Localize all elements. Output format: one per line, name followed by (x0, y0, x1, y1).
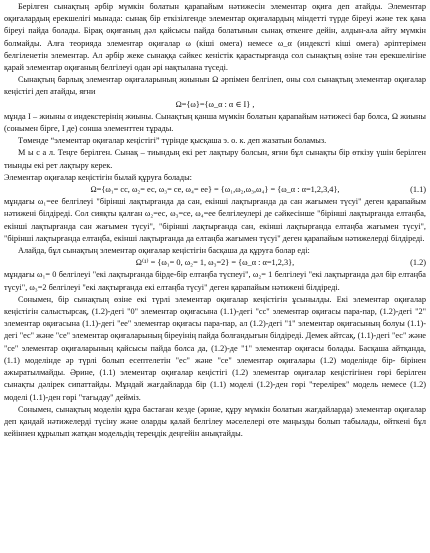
paragraph-event-space: Сынақтың барлық элементар оқиғаларының жиынын Ω әрпімен белгілеп, оны сол сынақтың элементар оқиғалар кеңістігі деп атайды, яғни (4, 75, 426, 97)
formula-1-2-text: Ω⁽¹⁾ = {ω₁= 0, ω₂= 1, ω₃=2} = {ω_α : α=1,2,3}, (135, 258, 295, 268)
paragraph-outcomes-1-2: мұндағы ω₁= 0 белгілеуі "екі лақтырғанда бірде-бір елтаңба түспеуі", ω₂= 1 белгілеуі "екі лақтырғанда дәл бір елтаңба түсуі", ω₃=2 белгілеуі "екі лақтырғанда екі елтаңба түсуі" деген қарапайым нәтижені білдіреді. (4, 270, 426, 292)
document-page (4, 1, 426, 440)
formula-omega-set-text: Ω={ω}={ω_α : α ∈ I} , (175, 99, 255, 109)
paragraph-construct-space: Элементар оқиғалар кеңістігін былай құруға болады: (4, 172, 192, 182)
paragraph-elementary-events: Берілген сынақтың әрбір мүмкін болатын қарапайым нәтижесін элементар оқиға деп атайды. Элементар оқиғалардың ерекшелігі мынада: сынақ бір еткізілгенде элементар оқиғалардың міндетті түрде біреуі және тек қана біреуі пайда болады. Бірақ оқиғаның дәл қайсысы пайда болатынын сынақ өткенге дейін, алдын-ала айту мүмкін болмайды. Алға теорияда элементар оқиғалар ω (кіші омега) немесе ω_α (индексті кіші омега) әріптерімен белгіленетін элементар. Ал әрбір жеке сынаққа сәйкес кеністік қарастырғанда сол сынақтың өзіне тән ерекшелігіне қарай элементар оқиғаның белгілеуі одан әрі нақтылана түседі. (4, 2, 426, 73)
paragraph-example: М ы с а л. Теңге берілген. Сынақ – тиындың екі рет лақтыру болсын, яғни бұл сынақты бір өткізу үшін берілген тиынды екі рет лақтыру керек. (4, 148, 426, 170)
paragraph-comparison: Сонымен, бір сынақтың өзіне екі түрлі элементар оқиғалар кеңістігін ұсынылды. Екі элементар оқиғалар кеңістігін салыстырсақ, (1.2)-дегі "0" элементар оқиғасына (1.1)-дегі "сс" элементар оқиғасы пара-пар, (1.2)-дегі "2" элементар оқиғасына (1.1)-дегі "ее" элементар оқиғасы пара-пар, ал (1.2)-дегі "1" элементар оқиғасының болуы (1.1)-дегі "ес" және "се" элементар оқиғаларының біреуінің пайда болғандығын білдіреді. Демек айтсақ, (1.1)-дегі "ес" және "се" элементар оқиғаларының қайсысы пайда болса да, (1.2)-де "1" элементар оқиғасы болады. Басқаша айтқанда, (1.1) моделінде әр түрлі болып есептелетін "ес" және "се" элементар оқиғалары (1.2) моделінде бір- бірінен ажыратылмайды. Әрине, (1.1) элементар оқиғалар кеңістігі (1.2) элементар оқиғалар кеңістігінен гөрі берілген сынақты дәлірек сипаттайды. Мұндай жағдайларда бір (1.1) моделі (1.2)-ден гөрі "терелірек" модель немесе (1.2) моделі (1.1)-ден гөрі "тағыдау" дейміз. (4, 294, 426, 402)
formula-1-1 (4, 184, 426, 196)
formula-1-2 (4, 257, 426, 269)
formula-1-2-label: (1.2) (410, 258, 426, 268)
paragraph-abbreviation: Төменде “элементар оқиғалар кеңістігі” түрінде қысқаша э. о. к. деп жазатын боламыз. (18, 136, 327, 146)
formula-omega-set (4, 99, 426, 111)
paragraph-index-set: мұнда I – жиыны α индекстерінің жиыны. Сынақтың қанша мүмкін болатын қарапайым нәтижесі бар болса, Ω жиыны (сонымен бірге, I де) сонша элементтен тұрады. (4, 111, 426, 134)
paragraph-outcomes-1-1: мұндағы ω₁=ее белгілеуі "бірінші лақтырғанда да сан, екінші лақтырғанда да сан жағымен түсуі" деген қарапайым нәтижені білдіреді. Сол сияқты қалған ω₂=ес, ω₃=се, ω₄=ее белгілеулері де сәйкесінше "бірінші лақтырғанда елтаңба, екінші лақтырғанда сан жағымен түсуі", "бірінші лақтырғанда сан, екінші лақтырғанда елтаңба жағымен түсуі", "бірінші лақтырғанда елтаңба, екінші лақтырғанда да елтаңба жағымен түсуі" деген қарапайым нәтижелерді білдіреді. (4, 197, 426, 243)
paragraph-alternative-space: Алайда, бұл сынақтың элементар оқиғалар кеңістігін басқаша да құруға болар еді: (18, 246, 310, 256)
formula-1-1-label: (1.1) (410, 185, 426, 195)
paragraph-conclusion: Сонымен, сынақтың моделін құра бастаған кезде (әрине, құру мүмкін болатын жағдайларда) элементар оқиғалар деп қандай нәтижелерді түсіну және оларды қалай белгілеу мәселелері өте маңызды болып табылады, өйткені бұл кейіннен құрылып жатқан модельдің тереңдік деңгейін анықтайды. (4, 404, 426, 439)
formula-1-1-text: Ω={ω₁= сс, ω₂= ес, ω₃= се, ω₄= ее} = {ω₁,ω₂,ω₃,ω₄} = {ω_α : α=1,2,3,4}, (90, 185, 340, 195)
